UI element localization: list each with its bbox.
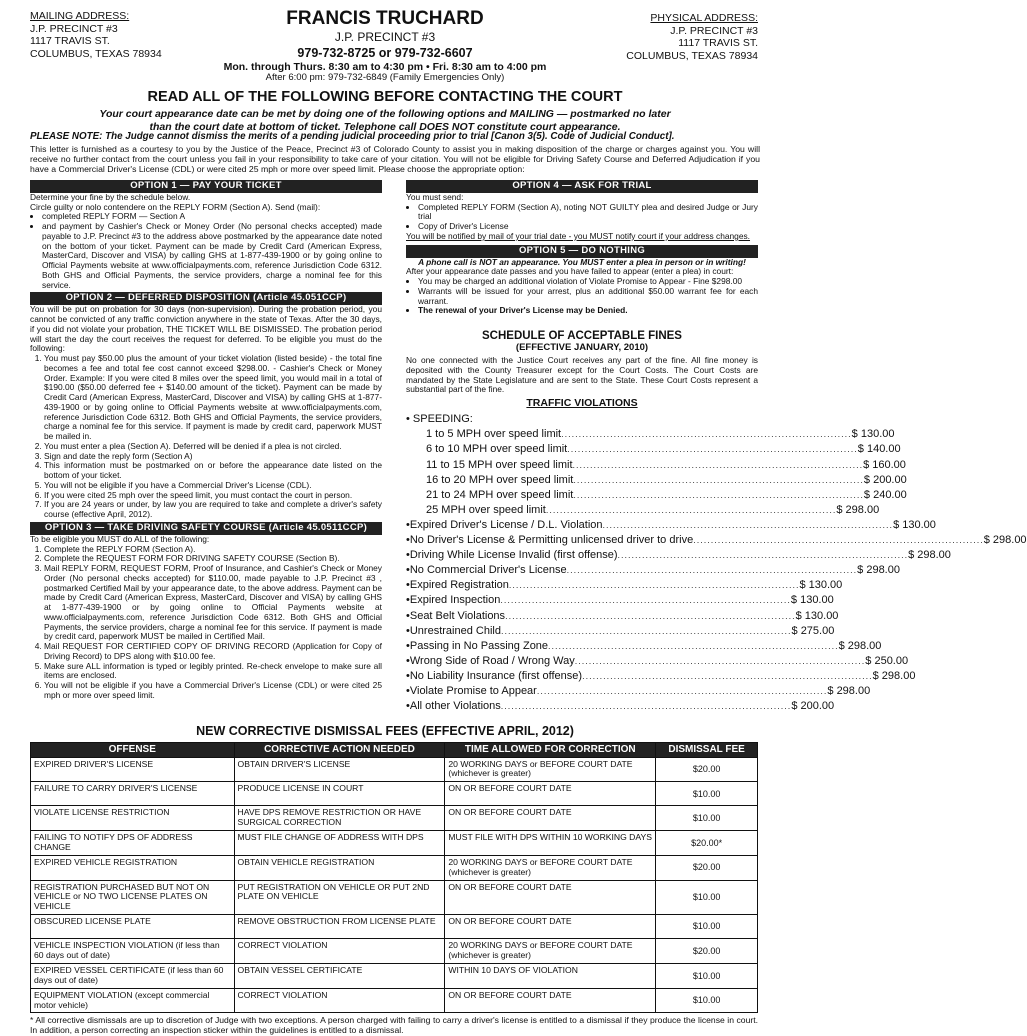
table-row bbox=[31, 782, 758, 806]
intro-letter: This letter is furnished as a courtesy to you by the Justice of the Peace, Precinct #3 of Colorado County to assist you in making disposition of the charge or charges against you. You will receive no further contact from the court unless you fail in your responsibility to take care of your citation. You will not be eligible for Driving Safety Course and Deferred Adjudication if you have a Commercial Driver's License (CDL) or were cited 25 mph or more over speed limit. Please choose the appropriate option: bbox=[30, 144, 760, 175]
offense-cell: EXPIRED VESSEL CERTIFICATE (if less than 60 days out of date) bbox=[31, 963, 235, 988]
leader-dots: ................................................................................... bbox=[573, 489, 864, 500]
fine-label: Driving While License Invalid (first offense) bbox=[409, 549, 618, 562]
fine-row bbox=[406, 578, 843, 593]
fine-amount: $ 140.00 bbox=[857, 443, 901, 456]
phone-numbers: 979-732-8725 or 979-732-6607 bbox=[297, 45, 473, 60]
option3-item: 6. You will not be eligible if you have a Commercial Driver's License (CDL) or were cited 25 mph or more over speed limit. bbox=[44, 681, 382, 701]
fine-row bbox=[406, 503, 880, 518]
bullet-icon: • bbox=[406, 534, 410, 547]
option3-intro: To be eligible you MUST do ALL of the following: bbox=[30, 533, 210, 544]
court-header bbox=[200, 8, 570, 84]
physical-address bbox=[588, 12, 758, 62]
table-row bbox=[31, 855, 758, 880]
offense-cell: EQUIPMENT VIOLATION (except commercial motor vehicle) bbox=[31, 988, 235, 1013]
fine-row bbox=[406, 533, 1027, 548]
dismissal-table bbox=[30, 742, 758, 1013]
corrective-action-cell: OBTAIN VEHICLE REGISTRATION bbox=[234, 855, 445, 880]
table-row bbox=[31, 831, 758, 856]
fine-row bbox=[406, 669, 916, 684]
fine-label: Wrong Side of Road / Wrong Way bbox=[409, 654, 575, 667]
physical-line: 1117 TRAVIS ST. bbox=[678, 37, 758, 50]
left-column bbox=[30, 180, 382, 701]
leader-dots: ................................................................................... bbox=[545, 504, 837, 515]
office-hours: Mon. through Thurs. 8:30 am to 4:30 pm • Fri. 8:30 am to 4:00 pm bbox=[223, 61, 547, 74]
fine-row bbox=[406, 624, 835, 639]
leader-dots: ................................................................................... bbox=[536, 685, 828, 696]
leader-dots: ................................................................................... bbox=[500, 595, 791, 606]
option4-title: OPTION 4 — ASK FOR TRIAL bbox=[406, 180, 758, 193]
fine-amount: $ 130.00 bbox=[851, 428, 895, 441]
option4-bullet: • Copy of Driver's License bbox=[418, 222, 758, 232]
time-allowed-cell: ON OR BEFORE COURT DATE bbox=[445, 880, 656, 915]
corrective-action-cell: PUT REGISTRATION ON VEHICLE OR PUT 2ND PLATE ON VEHICLE bbox=[234, 880, 445, 915]
fine-label: 21 to 24 MPH over speed limit bbox=[426, 488, 574, 501]
option5-line: After your appearance date passes and you have failed to appear (enter a plea) in court: bbox=[406, 266, 734, 277]
dismissal-fee-cell: $20.00 bbox=[656, 855, 758, 880]
option3-item: 1. Complete the REPLY FORM (Section A). bbox=[44, 545, 382, 555]
fine-row bbox=[406, 458, 906, 473]
table-row bbox=[31, 988, 758, 1013]
leader-dots: ................................................................................... bbox=[573, 474, 864, 485]
offense-cell: REGISTRATION PURCHASED BUT NOT ON VEHICLE or NO TWO LICENSE PLATES ON VEHICLE bbox=[31, 880, 235, 915]
option2-item: 5. You will not be eligible if you have a Commercial Driver's License (CDL). bbox=[44, 481, 382, 491]
after-hours: After 6:00 pm: 979-732-6849 (Family Emergencies Only) bbox=[265, 72, 505, 84]
corrective-action-cell: CORRECT VIOLATION bbox=[234, 988, 445, 1013]
leader-dots: ................................................................................... bbox=[548, 640, 839, 651]
fine-row bbox=[406, 518, 936, 533]
right-column bbox=[406, 180, 1027, 714]
mailing-address bbox=[30, 10, 200, 60]
option1-line: Determine your fine by the schedule below. bbox=[30, 191, 191, 202]
option5-bullet: • The renewal of your Driver's License may be Denied. bbox=[418, 306, 758, 316]
option5-bullet: • You may be charged an additional violation of Violate Promise to Appear - Fine $298.00 bbox=[418, 277, 758, 287]
leader-dots: ................................................................................... bbox=[500, 701, 792, 712]
appearance-notice-line: Your court appearance date can be met by doing one of the following options and MAILING — postmarked no later bbox=[99, 108, 671, 120]
dismissal-fee-cell: $20.00 bbox=[656, 939, 758, 964]
dismissal-title: NEW CORRECTIVE DISMISSAL FEES (EFFECTIVE APRIL, 2012) bbox=[196, 724, 574, 738]
table-row bbox=[31, 939, 758, 964]
dismissal-fee-cell: $10.00 bbox=[656, 988, 758, 1013]
fine-amount: $ 200.00 bbox=[791, 700, 835, 713]
leader-dots: ................................................................................... bbox=[561, 429, 852, 440]
option4-body bbox=[406, 193, 758, 242]
fine-amount: $ 240.00 bbox=[863, 488, 907, 501]
leader-dots: ................................................................................... bbox=[500, 625, 792, 636]
fine-label: No Driver's License & Permitting unlicensed driver to drive bbox=[409, 534, 694, 547]
fine-label: 25 MPH over speed limit bbox=[426, 503, 546, 516]
speeding-label: • SPEEDING: bbox=[406, 413, 473, 426]
bullet-icon: • bbox=[406, 594, 410, 607]
option4-line: You will be notified by mail of your trial date - you MUST notify court if your address changes. bbox=[406, 230, 751, 241]
header-corrective-action: CORRECTIVE ACTION NEEDED bbox=[234, 743, 445, 758]
option2-item: 4. This information must be postmarked on or before the appearance date listed on the bottom of your ticket. bbox=[44, 461, 382, 481]
bullet-icon: • bbox=[406, 684, 410, 697]
mailing-line: 1117 TRAVIS ST. bbox=[30, 35, 110, 48]
appearance-notice bbox=[30, 108, 740, 133]
corrective-action-cell: OBTAIN VESSEL CERTIFICATE bbox=[234, 963, 445, 988]
offense-cell: EXPIRED DRIVER'S LICENSE bbox=[31, 757, 235, 782]
fine-amount: $ 275.00 bbox=[791, 624, 835, 637]
fine-row bbox=[406, 654, 909, 669]
fine-row bbox=[406, 563, 900, 578]
offense-cell: FAILING TO NOTIFY DPS OF ADDRESS CHANGE bbox=[31, 831, 235, 856]
header-offense: OFFENSE bbox=[31, 743, 235, 758]
leader-dots: ................................................................................... bbox=[574, 655, 866, 666]
offense-cell: EXPIRED VEHICLE REGISTRATION bbox=[31, 855, 235, 880]
mailing-line: J.P. PRECINCT #3 bbox=[30, 22, 118, 35]
corrective-action-cell: PRODUCE LICENSE IN COURT bbox=[234, 782, 445, 806]
physical-line: COLUMBUS, TEXAS 78934 bbox=[626, 49, 758, 62]
leader-dots: ................................................................................... bbox=[508, 580, 800, 591]
fine-row bbox=[406, 699, 835, 714]
option1-title: OPTION 1 — PAY YOUR TICKET bbox=[30, 180, 382, 193]
dismissal-footnote: * All corrective dismissals are up to discretion of Judge with two exceptions. A person charged with failing to carry a driver's license is entitled to a dismissal if they produce the license in court. In addition, a person correcting an inspection sticker within the guidelines is entitled to a dismissal. bbox=[30, 1015, 758, 1036]
option3-body bbox=[30, 535, 382, 701]
time-allowed-cell: 20 WORKING DAYS or BEFORE COURT DATE (whichever is greater) bbox=[445, 855, 656, 880]
offense-cell: FAILURE TO CARRY DRIVER'S LICENSE bbox=[31, 782, 235, 806]
judge-name: FRANCIS TRUCHARD bbox=[286, 8, 484, 29]
fine-label: Violate Promise to Appear bbox=[409, 684, 537, 697]
time-allowed-cell: MUST FILE WITH DPS WITHIN 10 WORKING DAYS bbox=[445, 831, 656, 856]
fine-amount: $ 298.00 bbox=[872, 669, 916, 682]
offense-cell: VIOLATE LICENSE RESTRICTION bbox=[31, 806, 235, 831]
offense-cell: OBSCURED LICENSE PLATE bbox=[31, 915, 235, 939]
table-row bbox=[31, 915, 758, 939]
option2-item: 6. If you were cited 25 mph over the speed limit, you must contact the court in person. bbox=[44, 491, 382, 501]
schedule-effective: (EFFECTIVE JANUARY, 2010) bbox=[515, 342, 649, 354]
bullet-icon: • bbox=[406, 669, 410, 682]
appearance-notice-line: than the court date at bottom of ticket. Telephone call DOES NOT constitute court appearance. bbox=[149, 120, 621, 133]
option2-item: 7. If you are 24 years or under, by law you are required to take and complete a driver's safety course (effective April, 2012). bbox=[44, 500, 382, 520]
judge-note: PLEASE NOTE: The Judge cannot dismiss the merits of a pending judicial proceeding prior to trial [Canon 3(5). Code of Judicial Conduct]. bbox=[30, 131, 675, 142]
option3-item: 5. Make sure ALL information is typed or legibly printed. Re-check envelope to make sure all items are enclosed. bbox=[44, 662, 382, 682]
bullet-icon: • bbox=[406, 549, 410, 562]
corrective-action-cell: OBTAIN DRIVER'S LICENSE bbox=[234, 757, 445, 782]
option5-title: OPTION 5 — DO NOTHING bbox=[406, 245, 758, 258]
fine-amount: $ 298.00 bbox=[827, 684, 871, 697]
leader-dots: ................................................................................... bbox=[602, 519, 894, 530]
mailing-line: COLUMBUS, TEXAS 78934 bbox=[30, 47, 162, 60]
fine-amount: $ 130.00 bbox=[790, 594, 834, 607]
fines-list bbox=[406, 412, 1027, 714]
offense-cell: VEHICLE INSPECTION VIOLATION (if less than 60 days out of date) bbox=[31, 939, 235, 964]
fine-label: 1 to 5 MPH over speed limit bbox=[426, 428, 562, 441]
corrective-action-cell: HAVE DPS REMOVE RESTRICTION OR HAVE SURGICAL CORRECTION bbox=[234, 806, 445, 831]
fine-row bbox=[406, 427, 895, 442]
time-allowed-cell: 20 WORKING DAYS or BEFORE COURT DATE (whichever is greater) bbox=[445, 939, 656, 964]
option5-bullet: • Warrants will be issued for your arrest, plus an additional $50.00 warrant fee for each warrant. bbox=[418, 287, 758, 307]
dismissal-fee-cell: $10.00 bbox=[656, 806, 758, 831]
leader-dots: ................................................................................... bbox=[566, 565, 858, 576]
speeding-text: SPEEDING: bbox=[412, 413, 473, 426]
fine-row bbox=[406, 548, 951, 563]
read-all-heading: READ ALL OF THE FOLLOWING BEFORE CONTACTING THE COURT bbox=[147, 89, 623, 105]
header-dismissal-fee: DISMISSAL FEE bbox=[656, 743, 758, 758]
fine-label: No Liability Insurance (first offense) bbox=[409, 669, 583, 682]
fine-amount: $ 298.00 bbox=[836, 503, 880, 516]
option3-item: 3. Mail REPLY FORM, REQUEST FORM, Proof of Insurance, and Cashier's Check or Money Order (No personal checks accepted) for $110.00, made payable to J.P. Precinct #3 , postmarked Certified Mail by your appearance date, to the above address. Payment can be made by Credit Card (American Express, MasterCard, Discover and VISA) by calling GHS at 1-877-439-1900 or by going online to Official Payments website at www.officialpayments.com, reference Jurisdiction Code 6312. Both GHS and Official Payments, the service providers, charge a nominal fee for this service. If payment is made by credit card, paperwork MUST be mailed in Certified Mail. bbox=[44, 564, 382, 642]
leader-dots: ................................................................................... bbox=[505, 610, 796, 621]
header-time-allowed: TIME ALLOWED FOR CORRECTION bbox=[445, 743, 656, 758]
dismissal-fee-cell: $10.00 bbox=[656, 963, 758, 988]
corrective-action-cell: MUST FILE CHANGE OF ADDRESS WITH DPS bbox=[234, 831, 445, 856]
option2-intro: You will be put on probation for 30 days (non-supervision). During the probation period, you cannot be convicted of any traffic conviction anywhere in the state of Texas. After the 30 days, if you did not violate your probation, THE TICKET WILL BE DISMISSED. The probation period will start the day the court receives the request for deferred. To be eligible you must do the following: bbox=[30, 304, 382, 354]
bullet-icon: • bbox=[406, 518, 410, 531]
fine-label: 11 to 15 MPH over speed limit bbox=[426, 458, 573, 471]
option1-body bbox=[30, 193, 382, 291]
fine-amount: $ 298.00 bbox=[983, 534, 1027, 547]
option3-item: 4. Mail REQUEST FOR CERTIFIED COPY OF DRIVING RECORD (Application for Copy of Driving Record) to DPS along with $10.00 fee. bbox=[44, 642, 382, 662]
fine-label: Passing in No Passing Zone bbox=[409, 639, 549, 652]
time-allowed-cell: ON OR BEFORE COURT DATE bbox=[445, 988, 656, 1013]
physical-address-title: PHYSICAL ADDRESS: bbox=[650, 12, 758, 24]
option4-line: You must send: bbox=[406, 191, 464, 202]
table-row bbox=[31, 806, 758, 831]
dismissal-fee-cell: $20.00* bbox=[656, 831, 758, 856]
leader-dots: ................................................................................... bbox=[572, 459, 864, 470]
fine-label: All other Violations bbox=[409, 700, 501, 713]
fine-row bbox=[406, 442, 901, 457]
fine-row bbox=[406, 473, 907, 488]
fine-label: 6 to 10 MPH over speed limit bbox=[426, 443, 568, 456]
option3-item: 2. Complete the REQUEST FORM FOR DRIVING SAFETY COURSE (Section B). bbox=[44, 554, 382, 564]
fine-row bbox=[406, 593, 834, 608]
time-allowed-cell: ON OR BEFORE COURT DATE bbox=[445, 806, 656, 831]
corrective-action-cell: REMOVE OBSTRUCTION FROM LICENSE PLATE bbox=[234, 915, 445, 939]
fine-amount: $ 130.00 bbox=[893, 518, 936, 531]
leader-dots: ................................................................................... bbox=[693, 535, 984, 546]
fine-label: Expired Registration bbox=[409, 579, 509, 592]
fine-amount: $ 250.00 bbox=[865, 654, 909, 667]
leader-dots: ................................................................................... bbox=[617, 550, 909, 561]
dismissal-table-wrap bbox=[30, 742, 758, 1036]
time-allowed-cell: ON OR BEFORE COURT DATE bbox=[445, 782, 656, 806]
fine-label: No Commercial Driver's License bbox=[409, 564, 567, 577]
fine-amount: $ 298.00 bbox=[908, 549, 951, 562]
option2-item: 2. You must enter a plea (Section A). Deferred will be denied if a plea is not circled. bbox=[44, 442, 382, 452]
fine-label: Unrestrained Child bbox=[409, 624, 501, 637]
schedule-title: SCHEDULE OF ACCEPTABLE FINES bbox=[482, 330, 682, 343]
table-row bbox=[31, 880, 758, 915]
option2-item: 3. Sign and date the reply form (Section A) bbox=[44, 452, 382, 462]
bullet-icon: • bbox=[406, 639, 410, 652]
fine-row bbox=[406, 609, 839, 624]
option2-body bbox=[30, 305, 382, 520]
fine-amount: $ 130.00 bbox=[799, 579, 843, 592]
schedule-description: No one connected with the Justice Court receives any part of the fine. All fine money is deposited with the County Treasurer except for the Court Costs. The Court Costs are mandated by the State Legislature and are sent to the State. These Court Costs represent a substantial part of the fine. bbox=[406, 355, 758, 395]
option2-title: OPTION 2 — DEFERRED DISPOSITION (Article 45.051CCP) bbox=[30, 292, 382, 305]
fine-amount: $ 130.00 bbox=[795, 609, 839, 622]
traffic-violations-title: TRAFFIC VIOLATIONS bbox=[526, 397, 638, 410]
time-allowed-cell: ON OR BEFORE COURT DATE bbox=[445, 915, 656, 939]
dismissal-header-row bbox=[31, 743, 758, 758]
bullet-icon: • bbox=[406, 654, 410, 667]
fine-row bbox=[406, 639, 882, 654]
option5-warning: A phone call is NOT an appearance. You MUST enter a plea in person or in writing! bbox=[418, 256, 746, 267]
physical-line: J.P. PRECINCT #3 bbox=[670, 24, 758, 37]
dismissal-fee-cell: $10.00 bbox=[656, 880, 758, 915]
bullet-icon: • bbox=[406, 700, 410, 713]
fine-row bbox=[406, 684, 871, 699]
fine-label: Seat Belt Violations bbox=[409, 609, 506, 622]
table-row bbox=[31, 963, 758, 988]
bullet-icon: • bbox=[406, 564, 410, 577]
bullet-icon: • bbox=[406, 579, 410, 592]
fine-label: 16 to 20 MPH over speed limit bbox=[426, 473, 574, 486]
precinct: J.P. PRECINCT #3 bbox=[334, 29, 436, 44]
bullet-icon: • bbox=[406, 624, 410, 637]
time-allowed-cell: 20 WORKING DAYS or BEFORE COURT DATE (whichever is greater) bbox=[445, 757, 656, 782]
dismissal-fee-cell: $20.00 bbox=[656, 757, 758, 782]
dismissal-fee-cell: $10.00 bbox=[656, 915, 758, 939]
bullet-icon: • bbox=[406, 609, 410, 622]
fine-label: Expired Driver's License / D.L. Violation bbox=[409, 518, 603, 531]
table-row bbox=[31, 757, 758, 782]
option1-line: Circle guilty or nolo contendere on the REPLY FORM (Section A). Send (mail): bbox=[30, 201, 321, 212]
option3-title: OPTION 3 — TAKE DRIVING SAFETY COURSE (Article 45.0511CCP) bbox=[30, 522, 382, 535]
fine-label: Expired Inspection bbox=[409, 594, 501, 607]
fine-amount: $ 298.00 bbox=[838, 639, 882, 652]
fine-amount: $ 200.00 bbox=[863, 473, 907, 486]
mailing-address-title: MAILING ADDRESS: bbox=[30, 10, 130, 22]
leader-dots: ................................................................................... bbox=[582, 670, 873, 681]
option4-bullet: • Completed REPLY FORM (Section A), noting NOT GUILTY plea and desired Judge or Jury trial bbox=[418, 203, 758, 223]
speeding-heading bbox=[406, 412, 752, 427]
leader-dots: ................................................................................... bbox=[567, 444, 858, 455]
fine-row bbox=[406, 488, 907, 503]
corrective-action-cell: CORRECT VIOLATION bbox=[234, 939, 445, 964]
option2-item: 1. You must pay $50.00 plus the amount of your ticket violation (listed beside) - the total fine becomes a fee and total fee cost cannot exceed $298.00. - Cashier's Check or Money Order. Example: If you were cited 8 miles over the speed limit, you would mail in a total of $190.00 ($50.00 deferred fee + $140.00 amount of the ticket). Payment can be made by Credit Card (American Express, MasterCard, Discover and VISA) by calling GHS at 1-877-439-1900 or by going online to Official Payments website at www.officialpayments.com, reference Jurisdiction Code 6312. Both GHS and Official Payments, the service providers, charge a nominal fee for this service. If payment is made by credit card, paperwork MUST be mailed in. bbox=[44, 354, 382, 442]
time-allowed-cell: WITHIN 10 DAYS OF VIOLATION bbox=[445, 963, 656, 988]
option1-bullet: • completed REPLY FORM — Section A bbox=[42, 212, 382, 222]
fine-amount: $ 160.00 bbox=[863, 458, 906, 471]
fine-amount: $ 298.00 bbox=[857, 564, 900, 577]
option1-bullet: • and payment by Cashier's Check or Money Order (No personal checks accepted) made payable to J.P. Precinct #3 to the address above postmarked by the appearance date noted on the bottom of your ticket. Payment can be made by Credit Card (American Express, MasterCard, Discover and VISA) by calling GHS at 1-877-439-1900 or by going online to Official Payments website at www.officialpayments.com, reference Jurisdiction Code 6312. Both GHS and Official Payments, the service providers, charge a nominal fee for this service. bbox=[42, 222, 382, 290]
option5-body bbox=[406, 258, 758, 317]
dismissal-fee-cell: $10.00 bbox=[656, 782, 758, 806]
